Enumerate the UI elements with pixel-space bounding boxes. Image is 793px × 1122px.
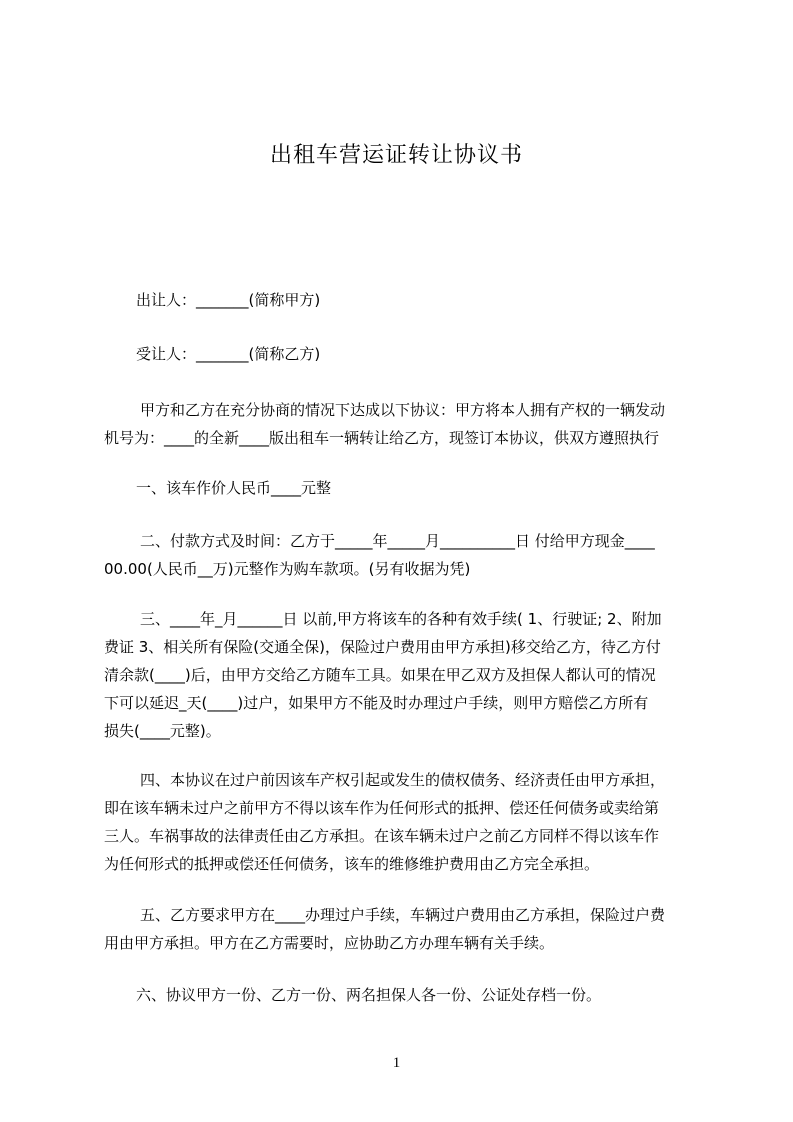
clause-3-line-1: 三、____年_月______日 以前,甲方将该车的各种有效手续( 1、行驶证; 2、附加 — [140, 610, 662, 628]
clause-4-line-1: 四、本协议在过户前因该车产权引起或发生的债权债务、经济责任由甲方承担， — [140, 771, 666, 789]
transferee-line — [104, 340, 702, 368]
clause-2-line-1: 二、付款方式及时间：乙方于_____年_____月__________日 付给甲方现金____ — [140, 532, 655, 550]
clause-5-line-1: 五、乙方要求甲方在____办理过户手续，车辆过户费用由乙方承担，保险过户费 — [140, 906, 666, 924]
clause-3 — [104, 605, 702, 745]
clause-4-line-4: 为任何形式的抵押或偿还任何债务，该车的维修维护费用由乙方完全承担。 — [104, 855, 600, 873]
intro-paragraph — [104, 396, 702, 452]
transferor-line — [104, 286, 702, 314]
clause-2-line-2: 00.00(人民币__万)元整作为购车款项。(另有收据为凭) — [104, 560, 471, 578]
clause-1 — [104, 474, 702, 502]
clause-3-line-4: 下可以延迟_天(____)过户，如果甲方不能及时办理过户手续，则甲方赔偿乙方所有 — [104, 694, 649, 712]
clause-3-line-2: 费证 3、相关所有保险(交通全保)，保险过户费用由甲方承担)移交给乙方，待乙方付 — [104, 638, 661, 656]
clause-5-line-2: 用由甲方承担。甲方在乙方需要时，应协助乙方办理车辆有关手续。 — [104, 934, 555, 952]
clause-4 — [104, 766, 702, 878]
clause-6-text: 六、协议甲方一份、乙方一份、两名担保人各一份、公证处存档一份。 — [136, 986, 602, 1004]
clause-3-line-3: 清余款(____)后，由甲方交给乙方随车工具。如果在甲乙双方及担保人都认可的情况 — [104, 666, 656, 684]
transferee-text: 受让人：_______(简称乙方) — [136, 345, 321, 363]
document-title: 出租车营运证转让协议书 — [269, 143, 523, 168]
clause-3-line-5: 损失(____元整)。 — [104, 722, 221, 740]
page-number: 1 — [392, 1055, 401, 1071]
clause-5 — [104, 901, 702, 957]
clause-2 — [104, 527, 702, 583]
clause-4-line-2: 即在该车辆未过户之前甲方不得以该车作为任何形式的抵押、偿还任何债务或卖给第 — [104, 799, 660, 817]
transferor-text: 出让人：_______(简称甲方) — [136, 291, 321, 309]
clause-6 — [104, 981, 702, 1009]
intro-line-2: 机号为：____的全新____版出租车一辆转让给乙方，现签订本协议，供双方遵照执行 — [104, 429, 660, 447]
intro-line-1: 甲方和乙方在充分协商的情况下达成以下协议：甲方将本人拥有产权的一辆发动 — [140, 401, 666, 419]
clause-1-text: 一、该车作价人民币____元整 — [136, 479, 332, 497]
clause-4-line-3: 三人。车祸事故的法律责任由乙方承担。在该车辆未过户之前乙方同样不得以该车作 — [104, 827, 660, 845]
